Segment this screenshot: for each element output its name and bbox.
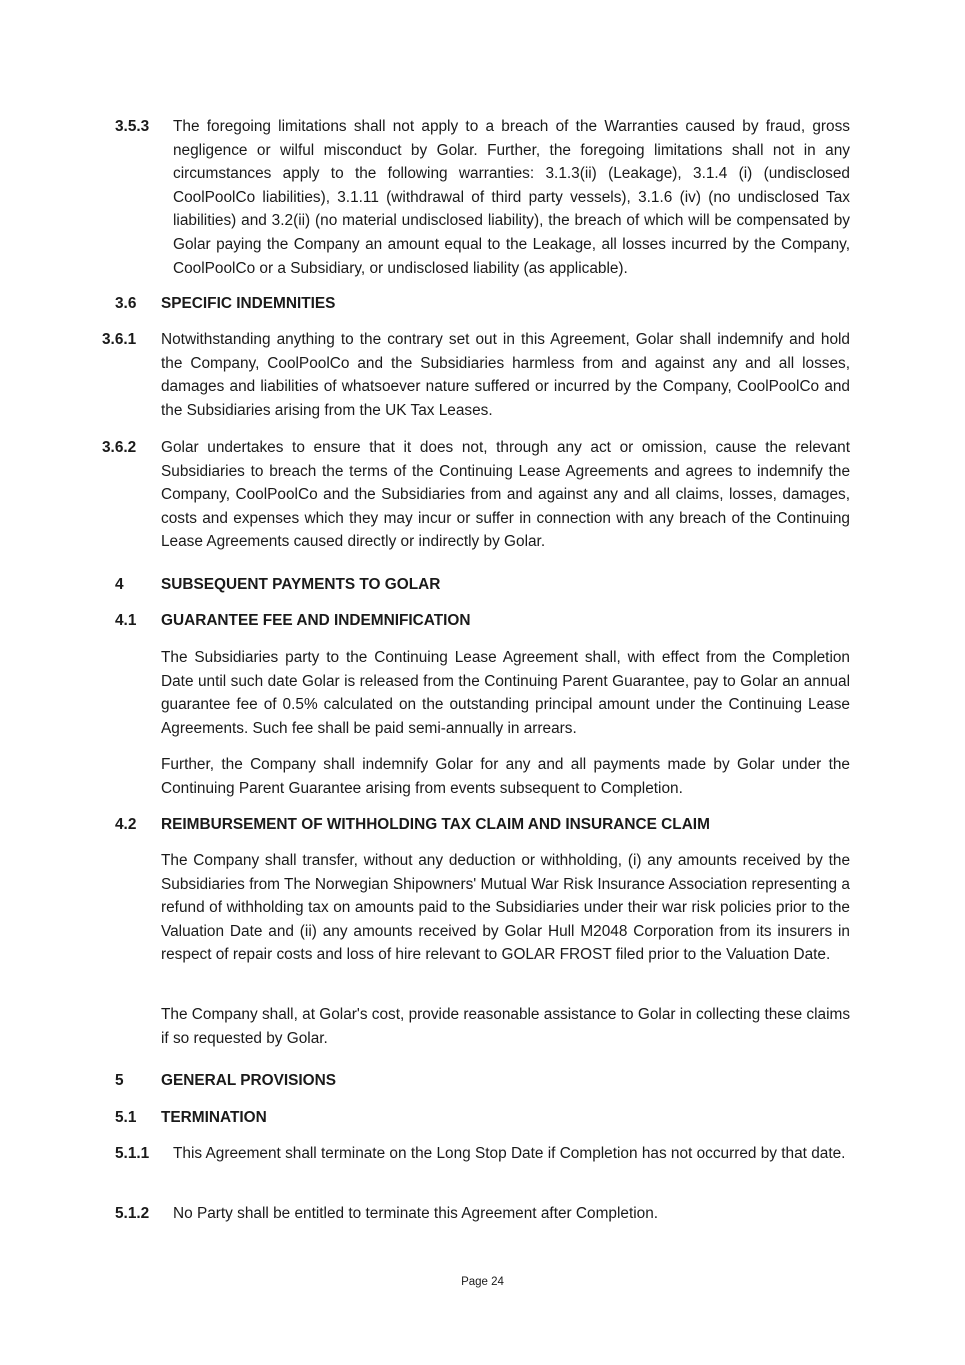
paragraph-4-2-assistance: The Company shall, at Golar's cost, provide reasonable assistance to Golar in collecting these claims if so requested by Golar. (161, 1006, 851, 1047)
clause-text-3-6-1: Notwithstanding anything to the contrary set out in this Agreement, Golar shall indemnify and hold the Company, CoolPoolCo and the Subsidiaries harmless from and against any and all losses, damages and liabilities of whatsoever nature suffered or incurred by the Company, CoolPoolCo and the Subsidiaries arising from the UK Tax Leases. (161, 331, 850, 419)
page-number: Page 24 (461, 1276, 504, 1288)
section-number-3-6: 3.6 (115, 295, 137, 312)
clause-number-3-6-2: 3.6.2 (102, 439, 137, 456)
section-title-4: SUBSEQUENT PAYMENTS TO GOLAR (161, 576, 441, 593)
clause-number-5-1-1: 5.1.1 (115, 1145, 150, 1162)
clause-text-5-1-1: This Agreement shall terminate on the Long Stop Date if Completion has not occurred by that date. (173, 1145, 846, 1162)
clause-text-3-6-2: Golar undertakes to ensure that it does not, through any act or omission, cause the relevant Subsidiaries to breach the terms of the Continuing Lease Agreements and agrees to indemnify the Company, CoolPoolCo and the Subsidiaries from and against any and all claims, losses, damages, costs and expenses which they may incur or suffer in connection with any breach of the Continuing Lease Agreements caused directly or indirectly by Golar. (161, 439, 850, 551)
clause-text-3-5-3: The foregoing limitations shall not apply to a breach of the Warranties caused by fraud, gross negligence or wilful misconduct by Golar. Further, the foregoing limitations shall not in any circumstances apply to the following warranties: 3.1.3(ii) (Leakage), 3.1.4 (i) (undisclosed CoolPoolCo liabilities), 3.1.11 (withdrawal of third party vessels), 3.1.6 (iv) (no undisclosed Tax liabilities) and 3.2(ii) (no material undisclosed liability), the breach of which will be compensated by Golar paying the Company an amount equal to the Leakage, all losses incurred by the Company, CoolPoolCo or a Subsidiary, or undisclosed liability (as applicable). (173, 118, 850, 277)
section-number-5-1: 5.1 (115, 1109, 137, 1126)
clause-number-5-1-2: 5.1.2 (115, 1205, 150, 1222)
section-number-4: 4 (115, 576, 124, 593)
clause-number-3-5-3: 3.5.3 (115, 118, 150, 135)
section-number-4-2: 4.2 (115, 816, 137, 833)
section-title-3-6: SPECIFIC INDEMNITIES (161, 295, 336, 312)
clause-text-5-1-2: No Party shall be entitled to terminate this Agreement after Completion. (173, 1205, 659, 1222)
section-title-5-1: TERMINATION (161, 1109, 267, 1126)
paragraph-4-1-indemnity: Further, the Company shall indemnify Golar for any and all payments made by Golar under the Continuing Parent Guarantee arising from events subsequent to Completion. (161, 756, 850, 797)
section-title-4-1: GUARANTEE FEE AND INDEMNIFICATION (161, 612, 471, 629)
section-title-4-2: REIMBURSEMENT OF WITHHOLDING TAX CLAIM AND INSURANCE CLAIM (161, 816, 710, 833)
section-number-5: 5 (115, 1072, 124, 1089)
paragraph-4-2-transfer: The Company shall transfer, without any deduction or withholding, (i) any amounts received by the Subsidiaries from The Norwegian Shipowners' Mutual War Risk Insurance Association representing a refund of withholding tax on amounts paid to the Subsidiaries under their war risk policies prior to the Valuation Date and (ii) any amounts received by Golar Hull M2048 Corporation from its insurers in respect of repair costs and loss of hire relevant to GOLAR FROST filed prior to the Valuation Date. (161, 852, 850, 964)
section-number-4-1: 4.1 (115, 612, 137, 629)
paragraph-4-1-fee: The Subsidiaries party to the Continuing Lease Agreement shall, with effect from the Completion Date until such date Golar is released from the Continuing Parent Guarantee, pay to Golar an annual guarantee fee of 0.5% calculated on the outstanding principal amount under the Continuing Lease Agreements. Such fee shall be paid semi-annually in arrears. (161, 649, 850, 737)
section-title-5: GENERAL PROVISIONS (161, 1072, 337, 1089)
clause-number-3-6-1: 3.6.1 (102, 331, 137, 348)
